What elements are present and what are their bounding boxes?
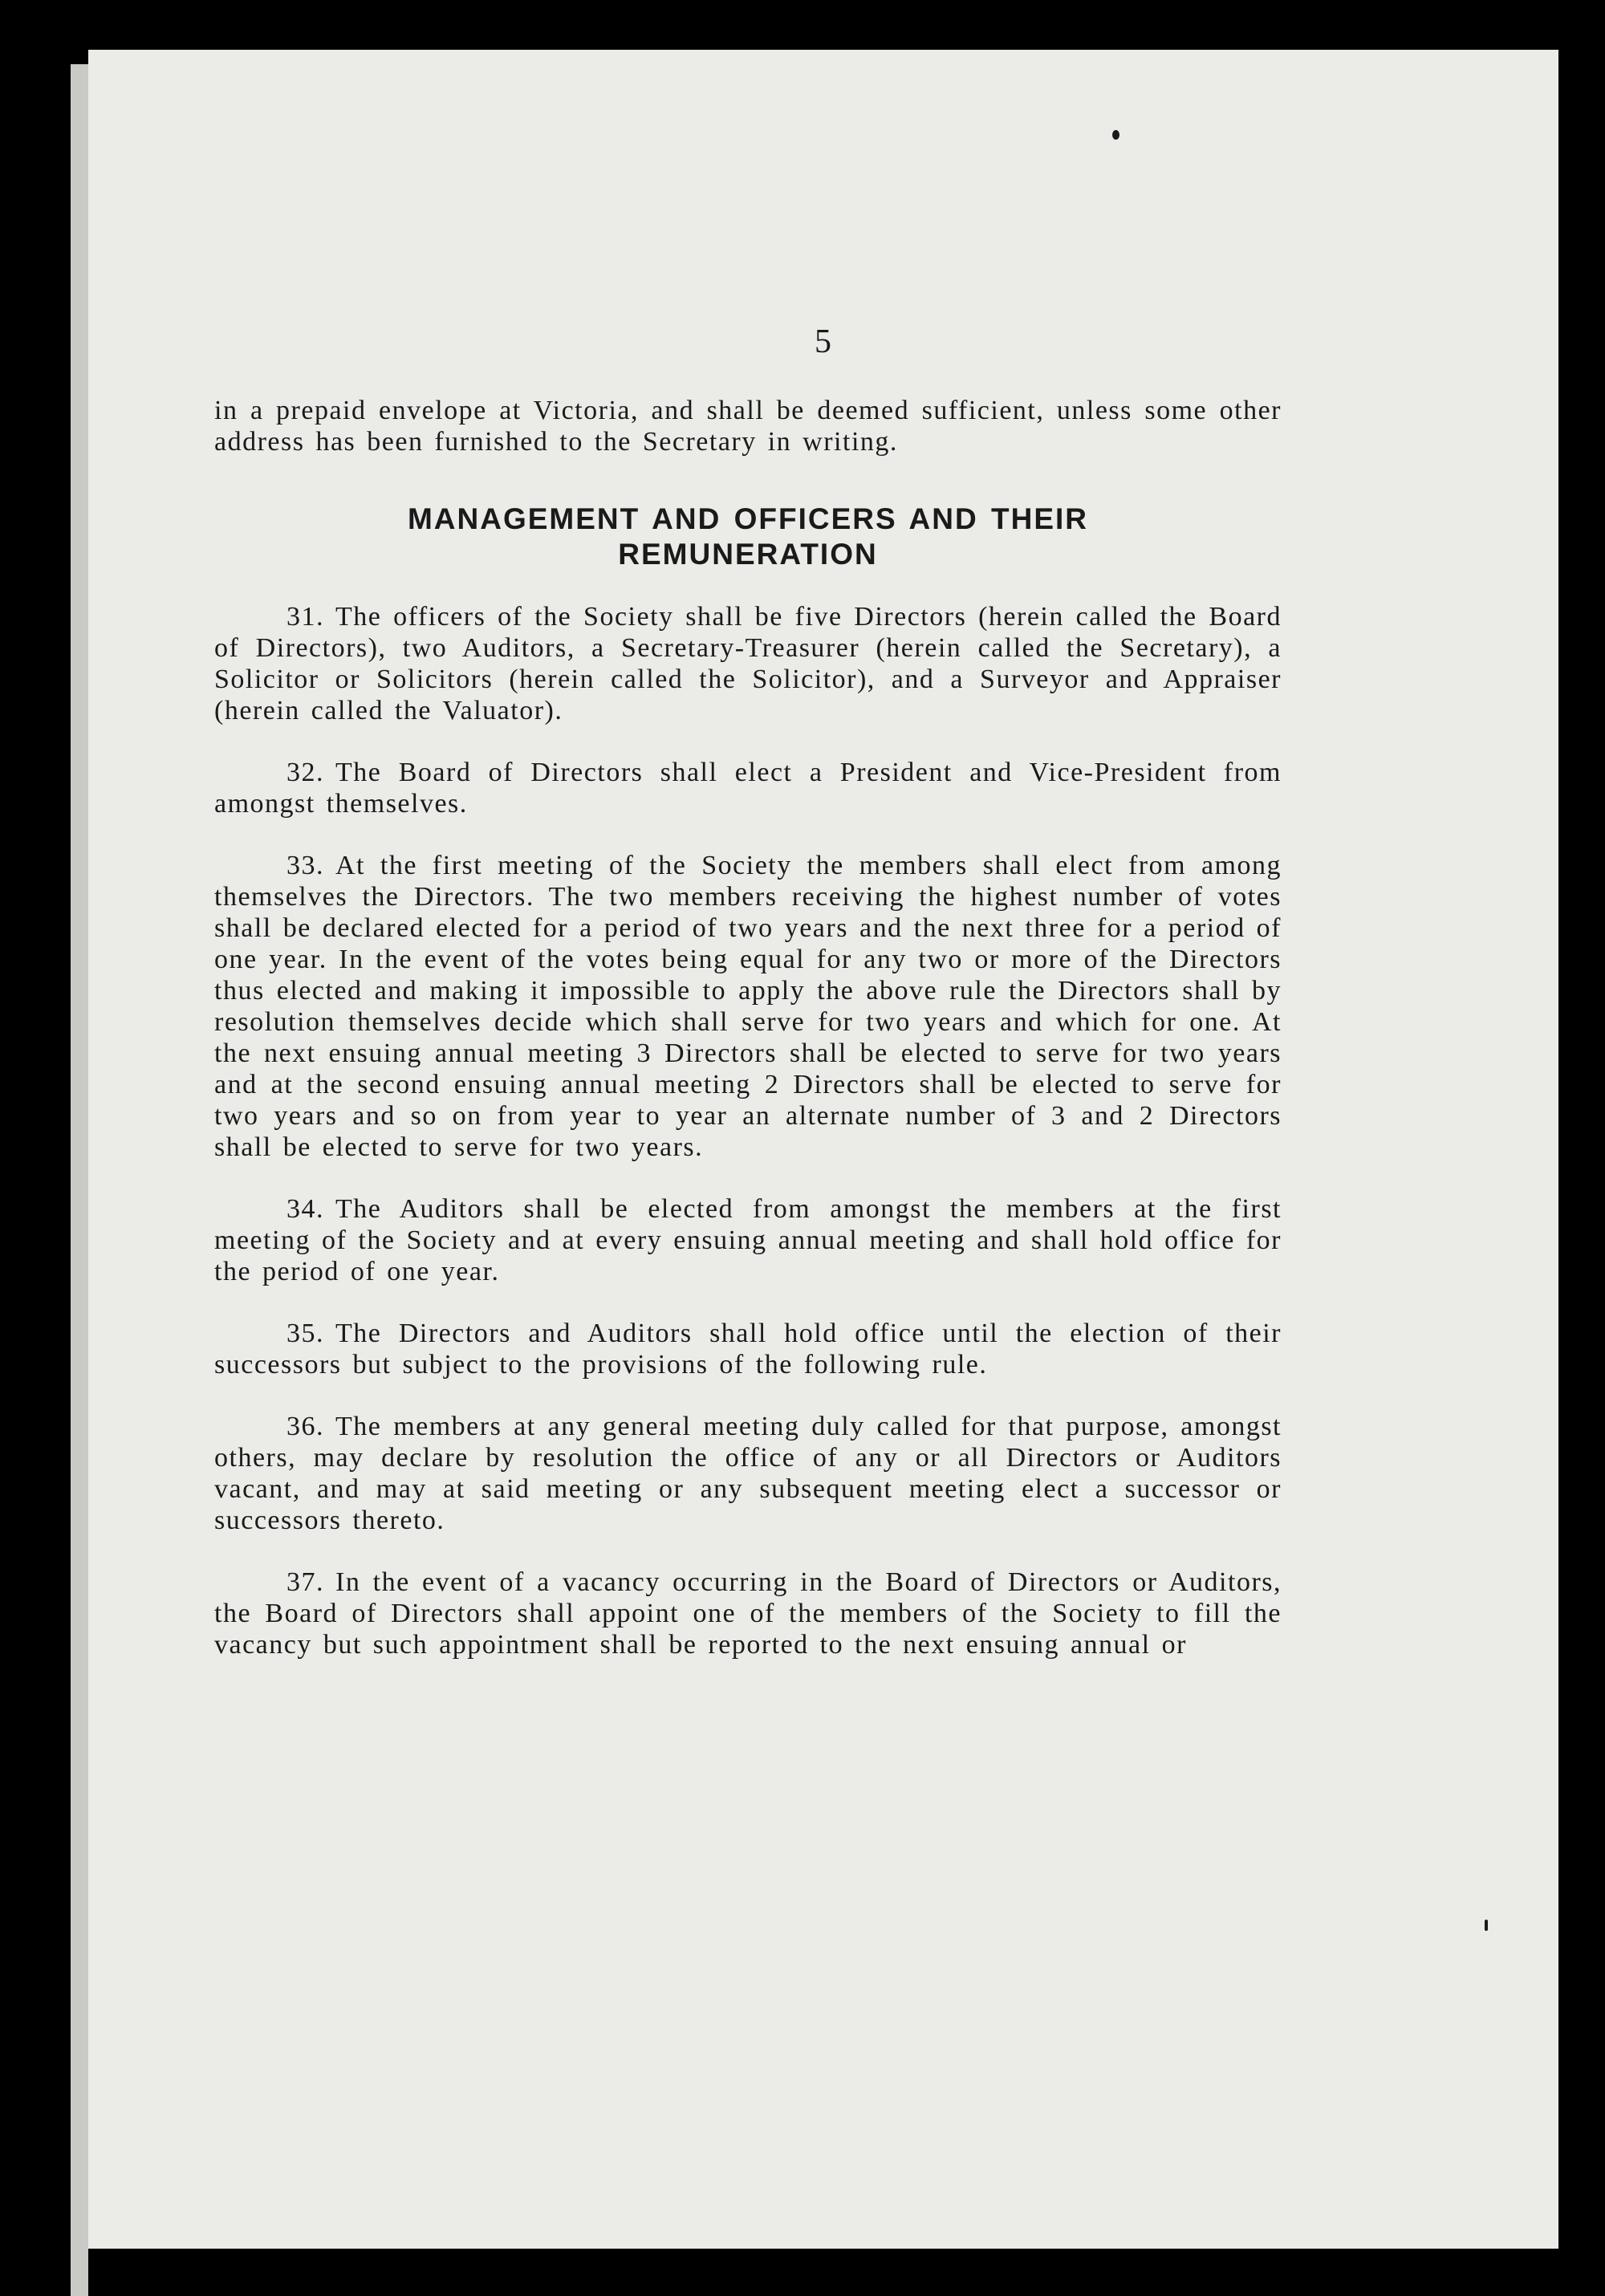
rule-32 bbox=[214, 757, 1282, 819]
rule-number: 35. bbox=[286, 1319, 324, 1348]
rule-text: The Board of Directors shall elect a President and Vice-President from amongst themselves. bbox=[214, 758, 1282, 819]
rule-number: 33. bbox=[286, 851, 324, 880]
ink-speck bbox=[1112, 130, 1119, 140]
rule-text: At the first meeting of the Society the members shall elect from among themselves the Directors. The two members receiving the highest number of votes shall be declared elected for a period of two years and the next three for a period of one year. In the event of the votes being equal for any two or more of the Directors thus elected and making it impossible to apply the above rule the Directors shall by resolution themselves decide which shall serve for two years and which for one. At the next ensuing annual meeting 3 Directors shall be elected to serve for two years and at the second ensuing annual meeting 2 Directors shall be elected to serve for two years and so on from year to year an alternate number of 3 and 2 Directors shall be elected to serve for two years. bbox=[214, 851, 1282, 1162]
ink-speck bbox=[1485, 1920, 1488, 1931]
rule-text: The officers of the Society shall be five Directors (herein called the Board of Directors), two Auditors, a Secretary-Treasurer (herein called the Secretary), a Solicitor or Solicitors (herein called the Solicitor), and a Surveyor and Appraiser (herein called the Valuator). bbox=[214, 602, 1282, 725]
page-number: 5 bbox=[815, 323, 832, 360]
rule-number: 37. bbox=[286, 1567, 324, 1597]
rule-number: 36. bbox=[286, 1412, 324, 1441]
rule-31 bbox=[214, 601, 1282, 726]
rule-text: In the event of a vacancy occurring in the Board of Directors or Auditors, the Board of Directors shall appoint one of the members of the Society to fill the vacancy but such appointment shall be reported to the next ensuing annual or bbox=[214, 1567, 1282, 1660]
rule-text: The members at any general meeting duly called for that purpose, amongst others, may declare by resolution the office of any or all Directors or Auditors vacant, and may at said meeting or any subsequent meeting elect a successor or successors thereto. bbox=[214, 1412, 1282, 1535]
continuation-paragraph: in a prepaid envelope at Victoria, and shall be deemed sufficient, unless some other address has been furnished to the Secretary in writing. bbox=[214, 396, 1282, 457]
section-heading bbox=[214, 502, 1282, 572]
rule-number: 31. bbox=[286, 602, 324, 632]
page-spine-edge bbox=[71, 64, 88, 2296]
rule-number: 32. bbox=[286, 758, 324, 787]
rule-36 bbox=[214, 1411, 1282, 1536]
body-text bbox=[214, 395, 1282, 1691]
rule-37 bbox=[214, 1567, 1282, 1660]
section-heading-line-1: MANAGEMENT AND OFFICERS AND THEIR bbox=[407, 502, 1088, 535]
rule-text: The Auditors shall be elected from amongst the members at the first meeting of the Society and at every ensuing annual meeting and shall hold office for the period of one year. bbox=[214, 1194, 1282, 1286]
rule-33 bbox=[214, 850, 1282, 1163]
rule-34 bbox=[214, 1193, 1282, 1287]
document-page bbox=[88, 50, 1558, 2249]
rule-35 bbox=[214, 1318, 1282, 1380]
rule-text: The Directors and Auditors shall hold office until the election of their successors but subject to the provisions of the following rule. bbox=[214, 1319, 1282, 1380]
section-heading-line-2: REMUNERATION bbox=[618, 538, 878, 571]
rule-number: 34. bbox=[286, 1194, 324, 1224]
